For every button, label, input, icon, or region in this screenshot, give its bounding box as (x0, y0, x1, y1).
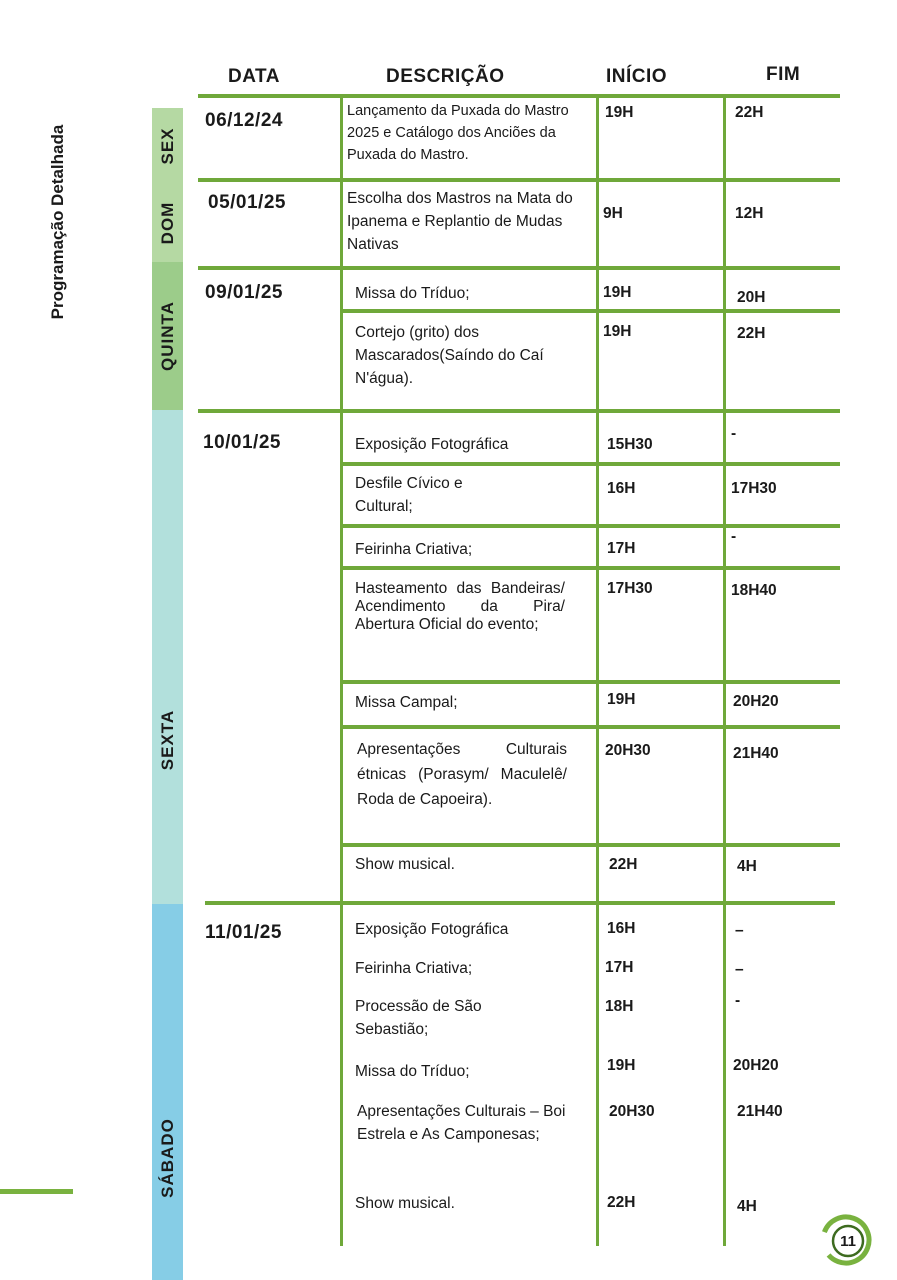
page-badge-ring-icon (820, 1214, 872, 1266)
row-end: 18H40 (731, 582, 777, 599)
date-cell: 05/01/25 (208, 192, 286, 213)
table-rule (340, 843, 840, 847)
row-end: 21H40 (737, 1103, 783, 1120)
row-end: - (731, 425, 737, 442)
row-description: Missa do Tríduo; (355, 285, 470, 302)
row-end: – (735, 922, 744, 939)
row-end: – (735, 961, 744, 978)
table-divider (596, 96, 599, 1246)
table-divider (723, 96, 726, 1246)
row-start: 17H (607, 540, 636, 557)
row-description: Cortejo (grito) dos Mascarados(Saíndo do Caí N'água). (355, 324, 544, 387)
row-description: Hasteamento das Bandeiras/ Acendimento da Pira/ Abertura Oficial do evento; (355, 580, 565, 633)
row-description: Feirinha Criativa; (355, 960, 473, 977)
row-start: 22H (609, 856, 638, 873)
row-end: 22H (737, 325, 766, 342)
row-start: 20H30 (609, 1103, 655, 1120)
date-cell: 06/12/24 (205, 110, 283, 131)
row-start: 20H30 (605, 742, 651, 759)
row-start: 18H (605, 998, 634, 1015)
row-description: Feirinha Criativa; (355, 541, 473, 558)
day-band-sabado (152, 904, 183, 1280)
page-number-badge (820, 1214, 872, 1266)
row-description: Missa do Tríduo; (355, 1063, 470, 1080)
date-cell: 11/01/25 (205, 922, 282, 943)
date-cell: 10/01/25 (203, 432, 281, 453)
row-end: 20H (737, 289, 766, 306)
table-divider (340, 96, 343, 1246)
page-number: 11 (840, 1233, 856, 1250)
row-description: Lançamento da Puxada do Mastro 2025 e Catálogo dos Anciões da Puxada do Mastro. (347, 103, 569, 163)
side-accent-rule (0, 1189, 73, 1194)
row-end: - (735, 992, 741, 1009)
row-start: 16H (607, 920, 636, 937)
row-start: 15H30 (607, 436, 653, 453)
table-rule (340, 524, 840, 528)
table-rule (340, 680, 840, 684)
row-end: 21H40 (733, 745, 779, 762)
header-inicio: INÍCIO (606, 66, 668, 87)
row-start: 16H (607, 480, 636, 497)
table-rule (205, 901, 835, 905)
table-rule (198, 409, 840, 413)
table-rule (198, 178, 840, 182)
day-label-sabado: SÁBADO (158, 1118, 177, 1198)
row-description: Processão de São Sebastião; (355, 998, 482, 1038)
row-start: 19H (607, 691, 636, 708)
row-description: Exposição Fotográfica (355, 921, 509, 938)
row-description: Apresentações Culturais – Boi Estrela e As Camponesas; (357, 1103, 566, 1143)
row-end: 20H20 (733, 693, 779, 710)
row-end: 17H30 (731, 480, 777, 497)
day-band-sexta (152, 410, 183, 904)
header-data: DATA (228, 66, 280, 87)
row-start: 19H (607, 1057, 636, 1074)
day-label-quinta: QUINTA (158, 301, 177, 371)
row-start: 19H (605, 104, 634, 121)
row-start: 22H (607, 1194, 636, 1211)
header-descricao: DESCRIÇÃO (386, 66, 505, 87)
row-end: 20H20 (733, 1057, 779, 1074)
header-fim: FIM (766, 64, 801, 85)
table-rule (340, 309, 840, 313)
row-end: 12H (735, 205, 764, 222)
day-label-sex: SEX (158, 127, 177, 165)
table-rule (198, 266, 840, 270)
row-description: Show musical. (355, 856, 455, 873)
row-description: Exposição Fotográfica (355, 436, 509, 453)
day-label-sexta: SEXTA (158, 709, 177, 771)
row-start: 17H (605, 959, 634, 976)
row-description: Show musical. (355, 1195, 455, 1212)
row-end: 4H (737, 858, 757, 875)
row-description: Desfile Cívico e Cultural; (355, 475, 463, 515)
row-description: Escolha dos Mastros na Mata do Ipanema e Replantio de Mudas Nativas (347, 190, 573, 253)
row-end: 4H (737, 1198, 757, 1215)
row-description: Missa Campal; (355, 694, 458, 711)
row-description: Apresentações Culturais étnicas (Porasym/ Maculelê/ Roda de Capoeira). (357, 741, 567, 808)
row-start: 9H (603, 205, 623, 222)
table-rule (340, 725, 840, 729)
table-rule (340, 462, 840, 466)
date-cell: 09/01/25 (205, 282, 283, 303)
table-rule (198, 94, 840, 98)
row-end: 22H (735, 104, 764, 121)
row-start: 19H (603, 323, 632, 340)
page-side-title: Programação Detalhada (48, 124, 67, 320)
day-label-dom: DOM (158, 201, 177, 245)
row-start: 17H30 (607, 580, 653, 597)
table-rule (340, 566, 840, 570)
row-start: 19H (603, 284, 632, 301)
row-end: - (731, 528, 737, 545)
